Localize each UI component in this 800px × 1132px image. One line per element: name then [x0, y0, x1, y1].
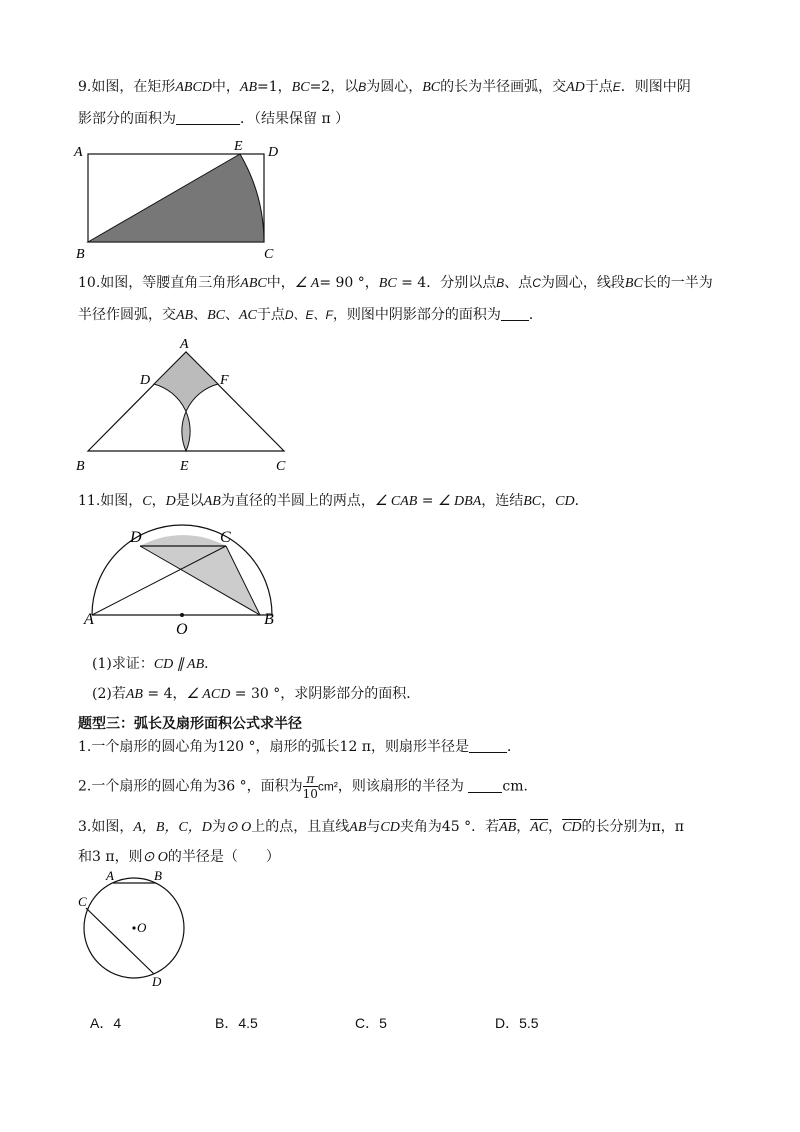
option-value: 4 [113, 1015, 122, 1031]
s3-text: ，则 [114, 849, 143, 865]
q10-sep: 、 [225, 307, 239, 323]
s3-q3-cd: CD [380, 820, 400, 835]
q11-d: D [165, 494, 176, 509]
s3-q3-line1 [78, 818, 684, 837]
q9-text-line1 [78, 78, 691, 97]
q11-label-b: B [264, 611, 274, 628]
s3-text: ． [507, 739, 521, 755]
option-c[interactable] [355, 1013, 387, 1033]
q10-label-b: B [76, 459, 85, 474]
s3-q3-label-b: B [154, 870, 162, 883]
q9-figure [70, 138, 290, 263]
s3-q3-label-a: A [106, 870, 114, 883]
s3-q3-ab: AB [349, 820, 367, 835]
q9-ab: AB [239, 80, 258, 95]
q10-label-f: F [220, 373, 229, 388]
q10-bc2: BC [624, 276, 643, 291]
s3-q3-arc-ab: $\overline{AB}$ [499, 820, 517, 835]
q9-b: B [358, 80, 367, 94]
s3-text: 与 [366, 819, 381, 835]
s3-q3-label-d: D [152, 974, 162, 989]
s3-text: ．若 [471, 819, 500, 835]
fraction-denominator: 10 [302, 787, 318, 801]
option-a[interactable] [90, 1013, 121, 1033]
s3-q3-circle: ⊙ O [142, 850, 168, 865]
s3-text: ，面积为 [246, 778, 303, 795]
fraction-numerator: π [303, 772, 318, 787]
s3-sep: ， [660, 819, 675, 835]
q11-part2 [92, 685, 420, 704]
s3-text: ，则该扇形的半径为 [337, 778, 469, 795]
q9-bc-val: =2，以 [309, 79, 359, 95]
s3-q3-angle: 45 ° [441, 819, 472, 835]
q11-text: = 30 °，求阴影部分的面积． [230, 686, 421, 702]
q11-text: = 4， [142, 686, 187, 702]
q11-ab: AB [203, 494, 221, 509]
q10-text-line2 [78, 306, 543, 325]
q10-text: 半径作圆弧，交 [78, 307, 176, 323]
q9-text: ．则图中阴 [620, 79, 691, 95]
q10-label-d: D [140, 373, 151, 388]
s3-q3-val: π [651, 819, 661, 835]
q11-part1 [92, 655, 218, 674]
q9-shaded-sector [88, 154, 264, 242]
q9-ad: AD [566, 80, 585, 95]
q10-angle: ∠ A [294, 276, 320, 291]
q10-figure [70, 334, 300, 476]
q11-sep: ， [151, 493, 166, 509]
q9-label-b: B [76, 247, 85, 262]
s3-q3-label-o: O [137, 920, 147, 935]
q11-label-d: D [130, 529, 142, 546]
q11-text: ，连结 [481, 493, 524, 509]
q11-light-segment [140, 535, 226, 546]
s3-text: 2.一个扇形的圆心角为 [78, 778, 218, 795]
q9-e: E [612, 80, 621, 94]
answer-blank[interactable] [176, 110, 240, 125]
option-letter: D． [495, 1015, 520, 1031]
q11-eq: = [417, 493, 438, 509]
q10-bc3: BC [207, 308, 225, 323]
s3-q3-val: 3 π [92, 849, 115, 865]
s3-q3-points: A，B，C，D [133, 820, 212, 835]
q11-text-line1 [78, 492, 589, 511]
q11-bc: BC [523, 494, 542, 509]
q10-sep: 、 [193, 307, 208, 323]
q11-text: 是以 [175, 493, 204, 509]
s3-q2-angle: 36 ° [217, 778, 247, 795]
q10-text: ，则图中阴影部分的面积为 [332, 307, 501, 323]
s3-text: 夹角为 [399, 819, 442, 835]
s3-text: 1.一个扇形的圆心角为 [78, 739, 218, 755]
q11-figure [78, 520, 288, 640]
s3-q3-circle: ⊙ O [225, 820, 252, 835]
s3-text: 的长分别为 [581, 819, 652, 835]
option-b[interactable] [215, 1013, 258, 1033]
q11-part2-ab: AB [125, 687, 143, 702]
s3-q3-label-c: C [78, 894, 87, 909]
q11-text: ． [574, 493, 589, 509]
q11-label-a: A [84, 611, 94, 628]
q10-text: ． [528, 307, 543, 323]
option-letter: A． [90, 1015, 114, 1031]
q9-text: 中， [211, 79, 240, 95]
s3-q1 [78, 738, 521, 756]
option-d[interactable] [495, 1013, 539, 1033]
q11-angle1: ∠ CAB [374, 494, 418, 509]
option-value: 4.5 [238, 1015, 258, 1031]
q9-label-a: A [74, 145, 83, 160]
answer-blank[interactable] [469, 738, 507, 753]
q10-bc-val: = 4．分别以点 [396, 275, 497, 291]
s3-text: 为 [211, 819, 226, 835]
q11-cd: CD [555, 494, 575, 509]
s3-text: 3.如图， [78, 819, 134, 835]
q10-text: 、点 [504, 275, 533, 291]
q11-text: 11.如图， [78, 493, 143, 509]
q9-ab-val: =1， [257, 79, 292, 95]
s3-q2-fraction [303, 772, 318, 801]
q10-points: D、E、F [284, 308, 333, 322]
q9-rect-name: ABCD [175, 80, 212, 95]
q9-text: 于点 [584, 79, 613, 95]
s3-q3-line2 [78, 848, 280, 867]
q10-angle-val: = 90 °， [319, 275, 379, 291]
q10-b: B [496, 276, 505, 290]
option-letter: C． [355, 1015, 380, 1031]
q10-bc: BC [378, 276, 397, 291]
q9-bc: BC [291, 80, 310, 95]
q11-sep: ， [541, 493, 556, 509]
q9-text: 影部分的面积为 [78, 111, 176, 127]
section-heading: 题型三：弧长及扇形面积公式求半径 [78, 716, 302, 732]
s3-sep: ， [516, 819, 531, 835]
s3-q2 [78, 772, 528, 801]
s3-q3-figure [72, 870, 202, 990]
q10-ab: AB [176, 308, 194, 323]
s3-q3-center-dot [132, 926, 135, 929]
q11-part1-expr: CD ∥ AB [153, 657, 205, 672]
q9-label-e: E [234, 139, 243, 154]
q11-text: (1)求证： [92, 656, 154, 672]
option-value: 5 [379, 1015, 387, 1031]
q11-part2-angle: ∠ ACD [186, 687, 231, 702]
q10-tri: ABC [240, 276, 267, 291]
q10-label-a: A [180, 337, 189, 352]
s3-q1-angle: 120 ° [217, 739, 256, 755]
q9-text: 为圆心， [366, 79, 423, 95]
q10-text: 10.如图，等腰直角三角形 [78, 275, 241, 291]
q10-text: 长的一半为 [642, 275, 713, 291]
q9-label-c: C [264, 247, 274, 262]
q9-label-d: D [268, 145, 279, 160]
answer-blank[interactable] [468, 778, 502, 793]
q11-label-o: O [176, 621, 188, 638]
q10-text: 为圆心，线段 [540, 275, 625, 291]
answer-blank[interactable] [501, 306, 529, 321]
s3-q3-arc-ac: $\overline{AC}$ [530, 820, 549, 835]
s3-q3-val: π [674, 819, 684, 835]
option-letter: B． [215, 1015, 239, 1031]
q9-text: 9.如图，在矩形 [78, 79, 176, 95]
s3-q1-len: 12 π [339, 739, 371, 755]
s3-text: 上的点，且直线 [251, 819, 350, 835]
s3-text: 和 [78, 849, 92, 865]
q9-text: ．（结果保留 π ） [240, 111, 350, 127]
q11-label-c: C [220, 529, 231, 546]
q10-text: 中， [266, 275, 295, 291]
q11-text: 为直径的半圆上的两点， [220, 493, 375, 509]
q9-text-line2 [78, 110, 349, 128]
s3-q3-arc-cd: $\overline{CD}$ [562, 820, 582, 835]
q9-bc2: BC [422, 80, 441, 95]
q10-ac: AC [239, 308, 257, 323]
s3-text: cm. [502, 778, 528, 795]
q11-text: (2)若 [92, 686, 126, 702]
q10-text-line1 [78, 274, 713, 293]
q10-label-c: C [276, 459, 286, 474]
s3-text: 的半径是（ ） [167, 849, 280, 865]
q10-label-e: E [180, 459, 189, 474]
s3-q2-unit: cm² [317, 779, 338, 794]
q11-angle2: ∠ DBA [437, 494, 482, 509]
s3-q3-chord-cd [86, 908, 154, 974]
q11-center-dot [180, 613, 184, 617]
q11-c: C [142, 494, 152, 509]
q10-shaded-region [154, 352, 218, 451]
s3-sep: ， [548, 819, 563, 835]
q10-text: 于点 [256, 307, 285, 323]
option-value: 5.5 [519, 1015, 539, 1031]
q10-c: C [532, 276, 541, 290]
s3-text: ，则扇形半径是 [371, 739, 469, 755]
q9-text: 的长为半径画弧，交 [440, 79, 567, 95]
q11-text: ． [204, 656, 219, 672]
s3-text: ，扇形的弧长 [255, 739, 340, 755]
